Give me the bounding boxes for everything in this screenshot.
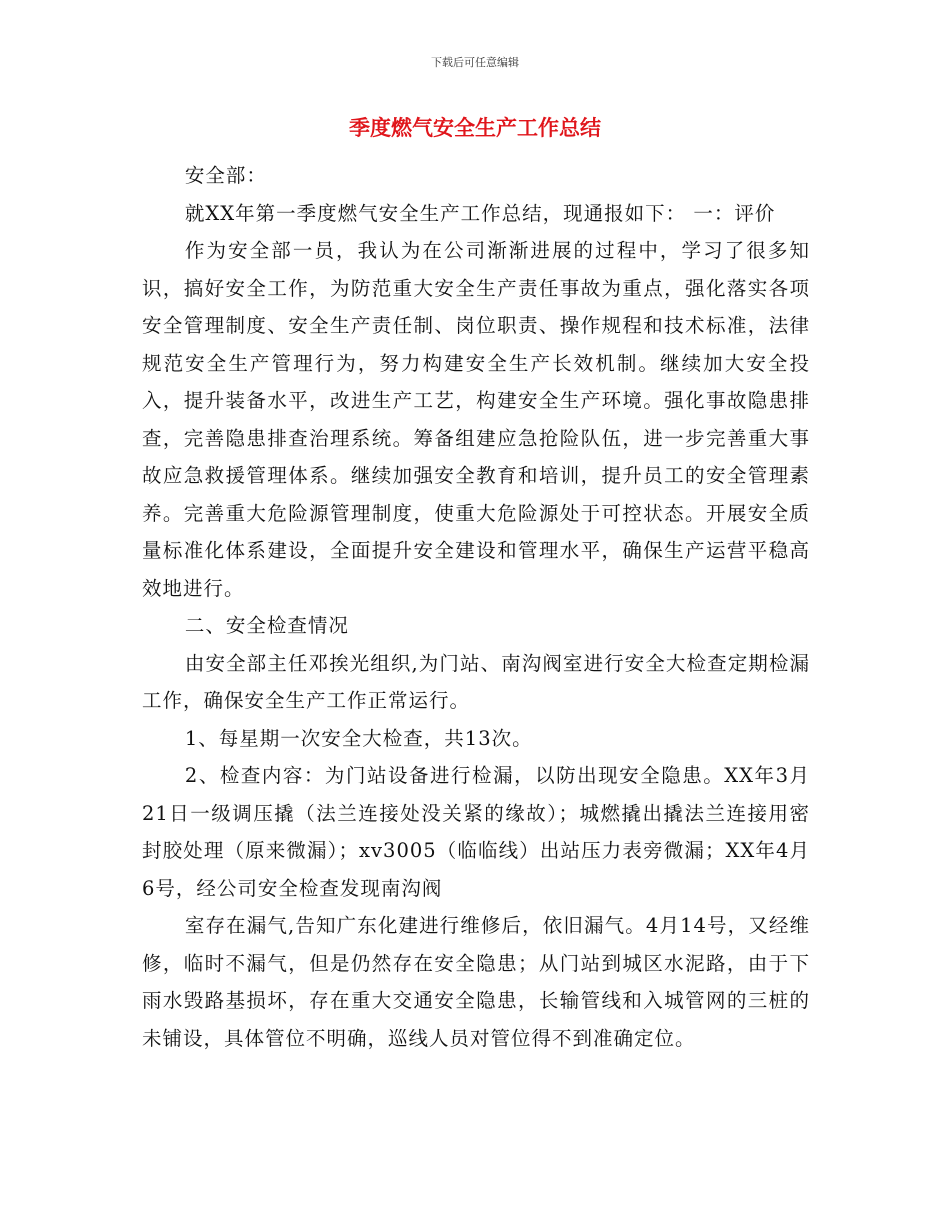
salutation: 安全部： (184, 164, 267, 187)
inspection-continuation-paragraph: 室存在漏气,告知广东化建进行维修后，依旧漏气。4月14号，又经维修，临时不漏气，但是仍然存在安全隐患；从门站到城区水泥路，由于下雨水毁路基损坏，存在重大交通安全隐患，长输管线和入城管网的三桩的未铺设，具体管位不明确，巡线人员对管位得不到准确定位。 (142, 914, 810, 1050)
inspection-item-1: 1、每星期一次安全大检查，共13次。 (184, 726, 533, 750)
page-header-note: 下载后可任意编辑 (431, 56, 519, 69)
document-title: 季度燃气安全生产工作总结 (349, 116, 601, 140)
document-body (142, 157, 810, 1057)
section-heading-inspection: 二、安全检查情况 (184, 614, 349, 637)
evaluation-paragraph: 作为安全部一员，我认为在公司渐渐进展的过程中，学习了很多知识，搞好安全工作，为防范重大安全生产责任事故为重点，强化落实各项安全管理制度、安全生产责任制、岗位职责、操作规程和技术标准，法律规范安全生产管理行为，努力构建安全生产长效机制。继续加大安全投入，提升装备水平，改进生产工艺，构建安全生产环境。强化事故隐患排查，完善隐患排查治理系统。筹备组建应急抢险队伍，进一步完善重大事故应急救援管理体系。继续加强安全教育和培训，提升员工的安全管理素养。完善重大危险源管理制度，使重大危险源处于可控状态。开展安全质量标准化体系建设，全面提升安全建设和管理水平，确保生产运营平稳高效地进行。 (142, 239, 810, 600)
inspection-item-2: 2、检查内容：为门站设备进行检漏，以防出现安全隐患。XX年3月21日一级调压撬（法兰连接处没关紧的缘故）；城燃撬出撬法兰连接用密封胶处理（原来微漏）；xv3005（临临线）出站压力表旁微漏；XX年4月6号，经公司安全检查发现南沟阀 (142, 764, 810, 900)
intro-paragraph: 就XX年第一季度燃气安全生产工作总结，现通报如下： 一：评价 (184, 201, 776, 225)
inspection-organizer-paragraph: 由安全部主任邓挨光组织,为门站、南沟阀室进行安全大检查定期检漏工作，确保安全生产工作正常运行。 (142, 651, 810, 712)
